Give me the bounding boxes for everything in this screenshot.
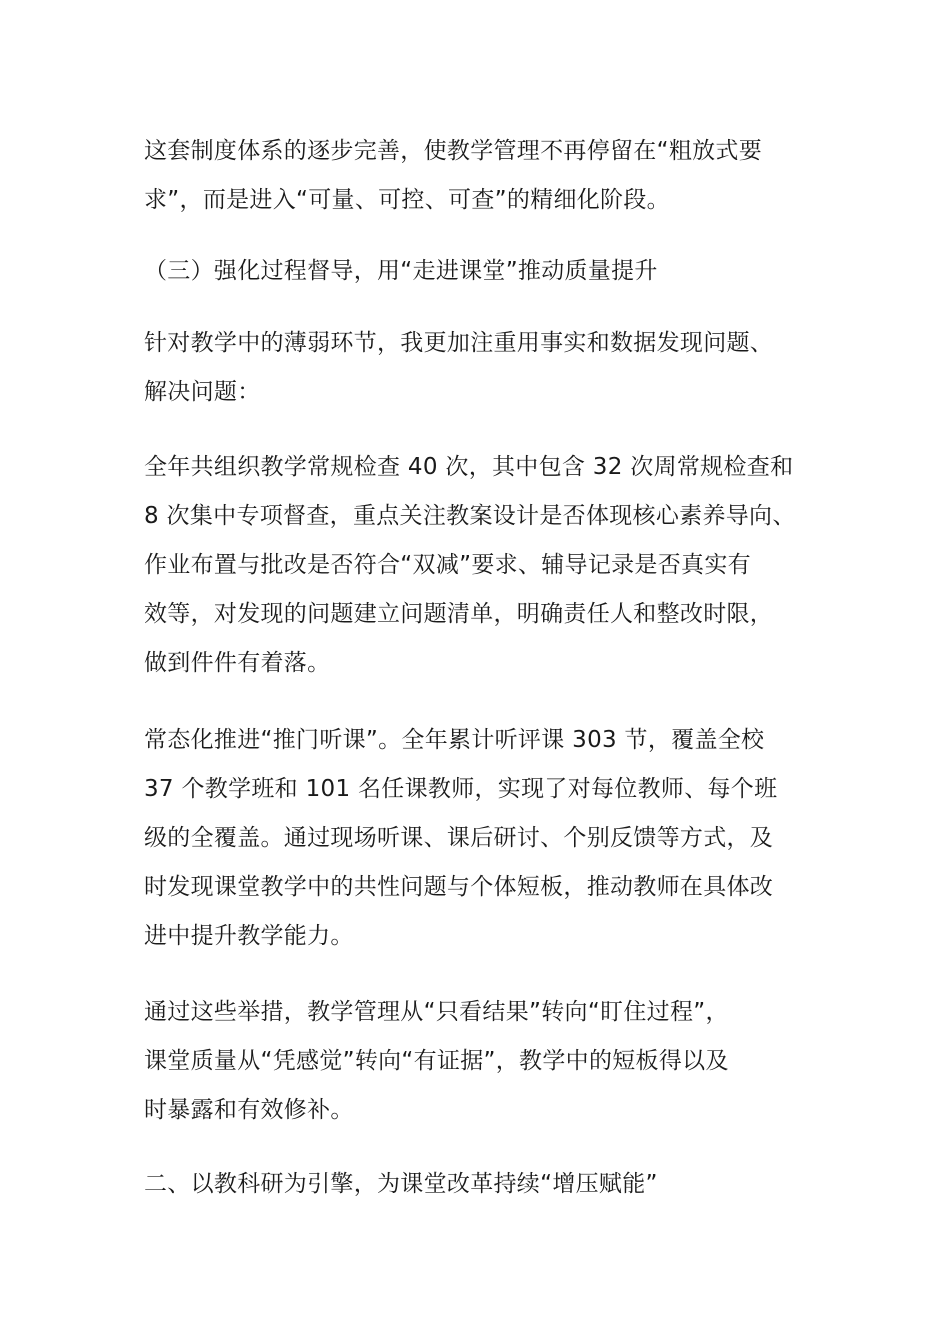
text-line: 二、以教科研为引擎，为课堂改革持续“增压赋能” — [144, 1171, 658, 1197]
text-line: 时暴露和有效修补。 — [144, 1097, 354, 1123]
section-heading-process-supervision — [144, 247, 814, 296]
text-line: （三）强化过程督导，用“走进课堂”推动质量提升 — [144, 258, 658, 284]
text-line: 8 次集中专项督查，重点关注教案设计是否体现核心素养导向、 — [144, 503, 796, 529]
text-line: 针对教学中的薄弱环节，我更加注重用事实和数据发现问题、 — [144, 330, 774, 356]
text-line: 通过这些举措，教学管理从“只看结果”转向“盯住过程”， — [144, 999, 729, 1025]
text-line: 全年共组织教学常规检查 40 次，其中包含 32 次周常规检查和 — [144, 454, 794, 480]
text-line: 常态化推进“推门听课”。全年累计听评课 303 节，覆盖全校 — [144, 727, 765, 753]
paragraph-measures-summary — [144, 988, 814, 1135]
text-line: 效等，对发现的问题建立问题清单，明确责任人和整改时限， — [144, 601, 774, 627]
text-line: 这套制度体系的逐步完善，使教学管理不再停留在“粗放式要 — [144, 138, 763, 164]
paragraph-routine-inspections — [144, 443, 814, 688]
text-line: 课堂质量从“凭感觉”转向“有证据”，教学中的短板得以及 — [144, 1048, 729, 1074]
text-line: 做到件件有着落。 — [144, 650, 331, 676]
paragraph-class-observation — [144, 716, 814, 961]
paragraph-system-improvement — [144, 127, 814, 225]
text-line: 37 个教学班和 101 名任课教师，实现了对每位教师、每个班 — [144, 776, 778, 802]
section-heading-research-engine — [144, 1160, 814, 1209]
text-line: 时发现课堂教学中的共性问题与个体短板，推动教师在具体改 — [144, 874, 774, 900]
text-line: 级的全覆盖。通过现场听课、课后研讨、个别反馈等方式，及 — [144, 825, 774, 851]
paragraph-weak-links — [144, 319, 814, 417]
text-line: 进中提升教学能力。 — [144, 923, 354, 949]
text-line: 作业布置与批改是否符合“双减”要求、辅导记录是否真实有 — [144, 552, 751, 578]
text-line: 求”，而是进入“可量、可控、可查”的精细化阶段。 — [144, 187, 670, 213]
text-line: 解决问题： — [144, 379, 261, 405]
